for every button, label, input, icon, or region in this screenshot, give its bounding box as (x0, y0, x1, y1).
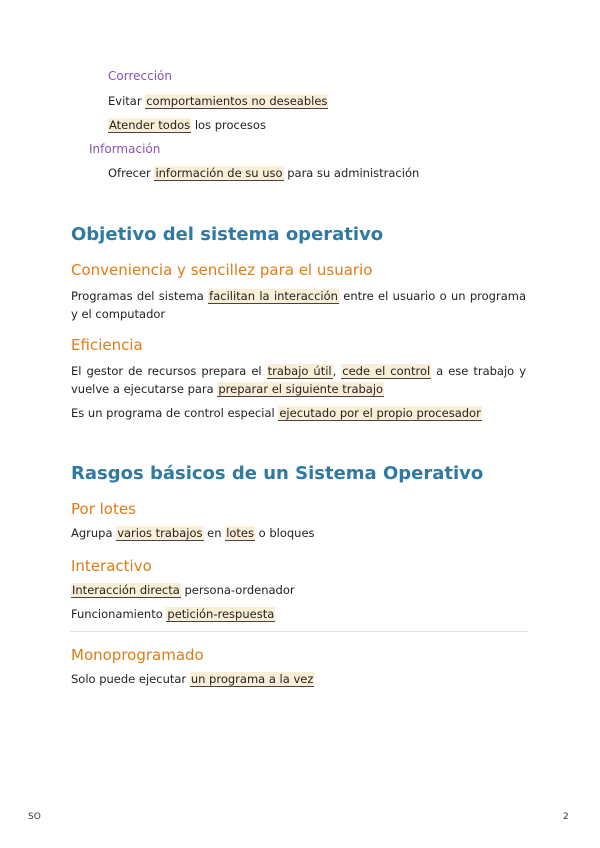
highlight-link[interactable]: facilitan la interacción (209, 289, 338, 303)
paragraph (71, 526, 315, 540)
subsection-heading: Monoprogramado (71, 646, 204, 664)
text: El gestor de recursos prepara el (71, 364, 267, 378)
correccion-item-2 (108, 118, 266, 132)
divider (70, 631, 528, 632)
highlight-link[interactable]: trabajo útil (267, 364, 332, 378)
text: para su administración (283, 166, 420, 180)
subsection-heading: Por lotes (71, 500, 136, 518)
text: Evitar (108, 94, 146, 108)
text: Solo puede ejecutar (71, 672, 190, 686)
text: , (332, 364, 342, 378)
paragraph (71, 362, 526, 398)
text: Ofrecer (108, 166, 155, 180)
highlight-link[interactable]: comportamientos no deseables (146, 94, 328, 108)
paragraph (71, 404, 526, 422)
highlight-link[interactable]: un programa a la vez (190, 672, 314, 686)
text: Es un programa de control especial (71, 406, 279, 420)
highlight-link[interactable]: cede el control (342, 364, 431, 378)
paragraph (71, 287, 526, 323)
highlight-link[interactable]: información de su uso (155, 166, 283, 180)
paragraph (71, 607, 275, 621)
highlight-link[interactable]: lotes (226, 526, 254, 540)
section-heading: Rasgos básicos de un Sistema Operativo (71, 463, 484, 484)
text: Agrupa (71, 526, 117, 540)
highlight-link[interactable]: Interacción directa (72, 583, 180, 597)
section-heading: Objetivo del sistema operativo (71, 224, 384, 245)
highlight-link[interactable]: preparar el siguiente trabajo (218, 382, 384, 396)
subsection-heading: Eficiencia (71, 336, 143, 354)
paragraph (71, 672, 314, 686)
text: entre el usuario o un programa y el computador (71, 289, 527, 321)
text: Programas del sistema (71, 289, 209, 303)
text: en (203, 526, 226, 540)
informacion-label: Información (89, 142, 161, 156)
text: o bloques (255, 526, 315, 540)
correccion-label: Corrección (108, 69, 172, 83)
footer-left: SO (28, 812, 41, 822)
highlight-link[interactable]: varios trabajos (117, 526, 203, 540)
highlight-link[interactable]: ejecutado por el propio procesador (279, 406, 481, 420)
highlight-link[interactable]: Atender todos (109, 118, 191, 132)
text: los procesos (191, 118, 266, 132)
text: persona-ordenador (180, 583, 295, 597)
subsection-heading: Conveniencia y sencillez para el usuario (71, 261, 373, 279)
text: Funcionamiento (71, 607, 167, 621)
paragraph (71, 583, 295, 597)
highlight-link[interactable]: petición-respuesta (167, 607, 275, 621)
correccion-item-1 (108, 94, 328, 108)
text: a ese trabajo y vuelve a ejecutarse para (71, 364, 526, 396)
page-number: 2 (563, 812, 569, 822)
informacion-item-1 (108, 166, 419, 180)
subsection-heading: Interactivo (71, 557, 152, 575)
